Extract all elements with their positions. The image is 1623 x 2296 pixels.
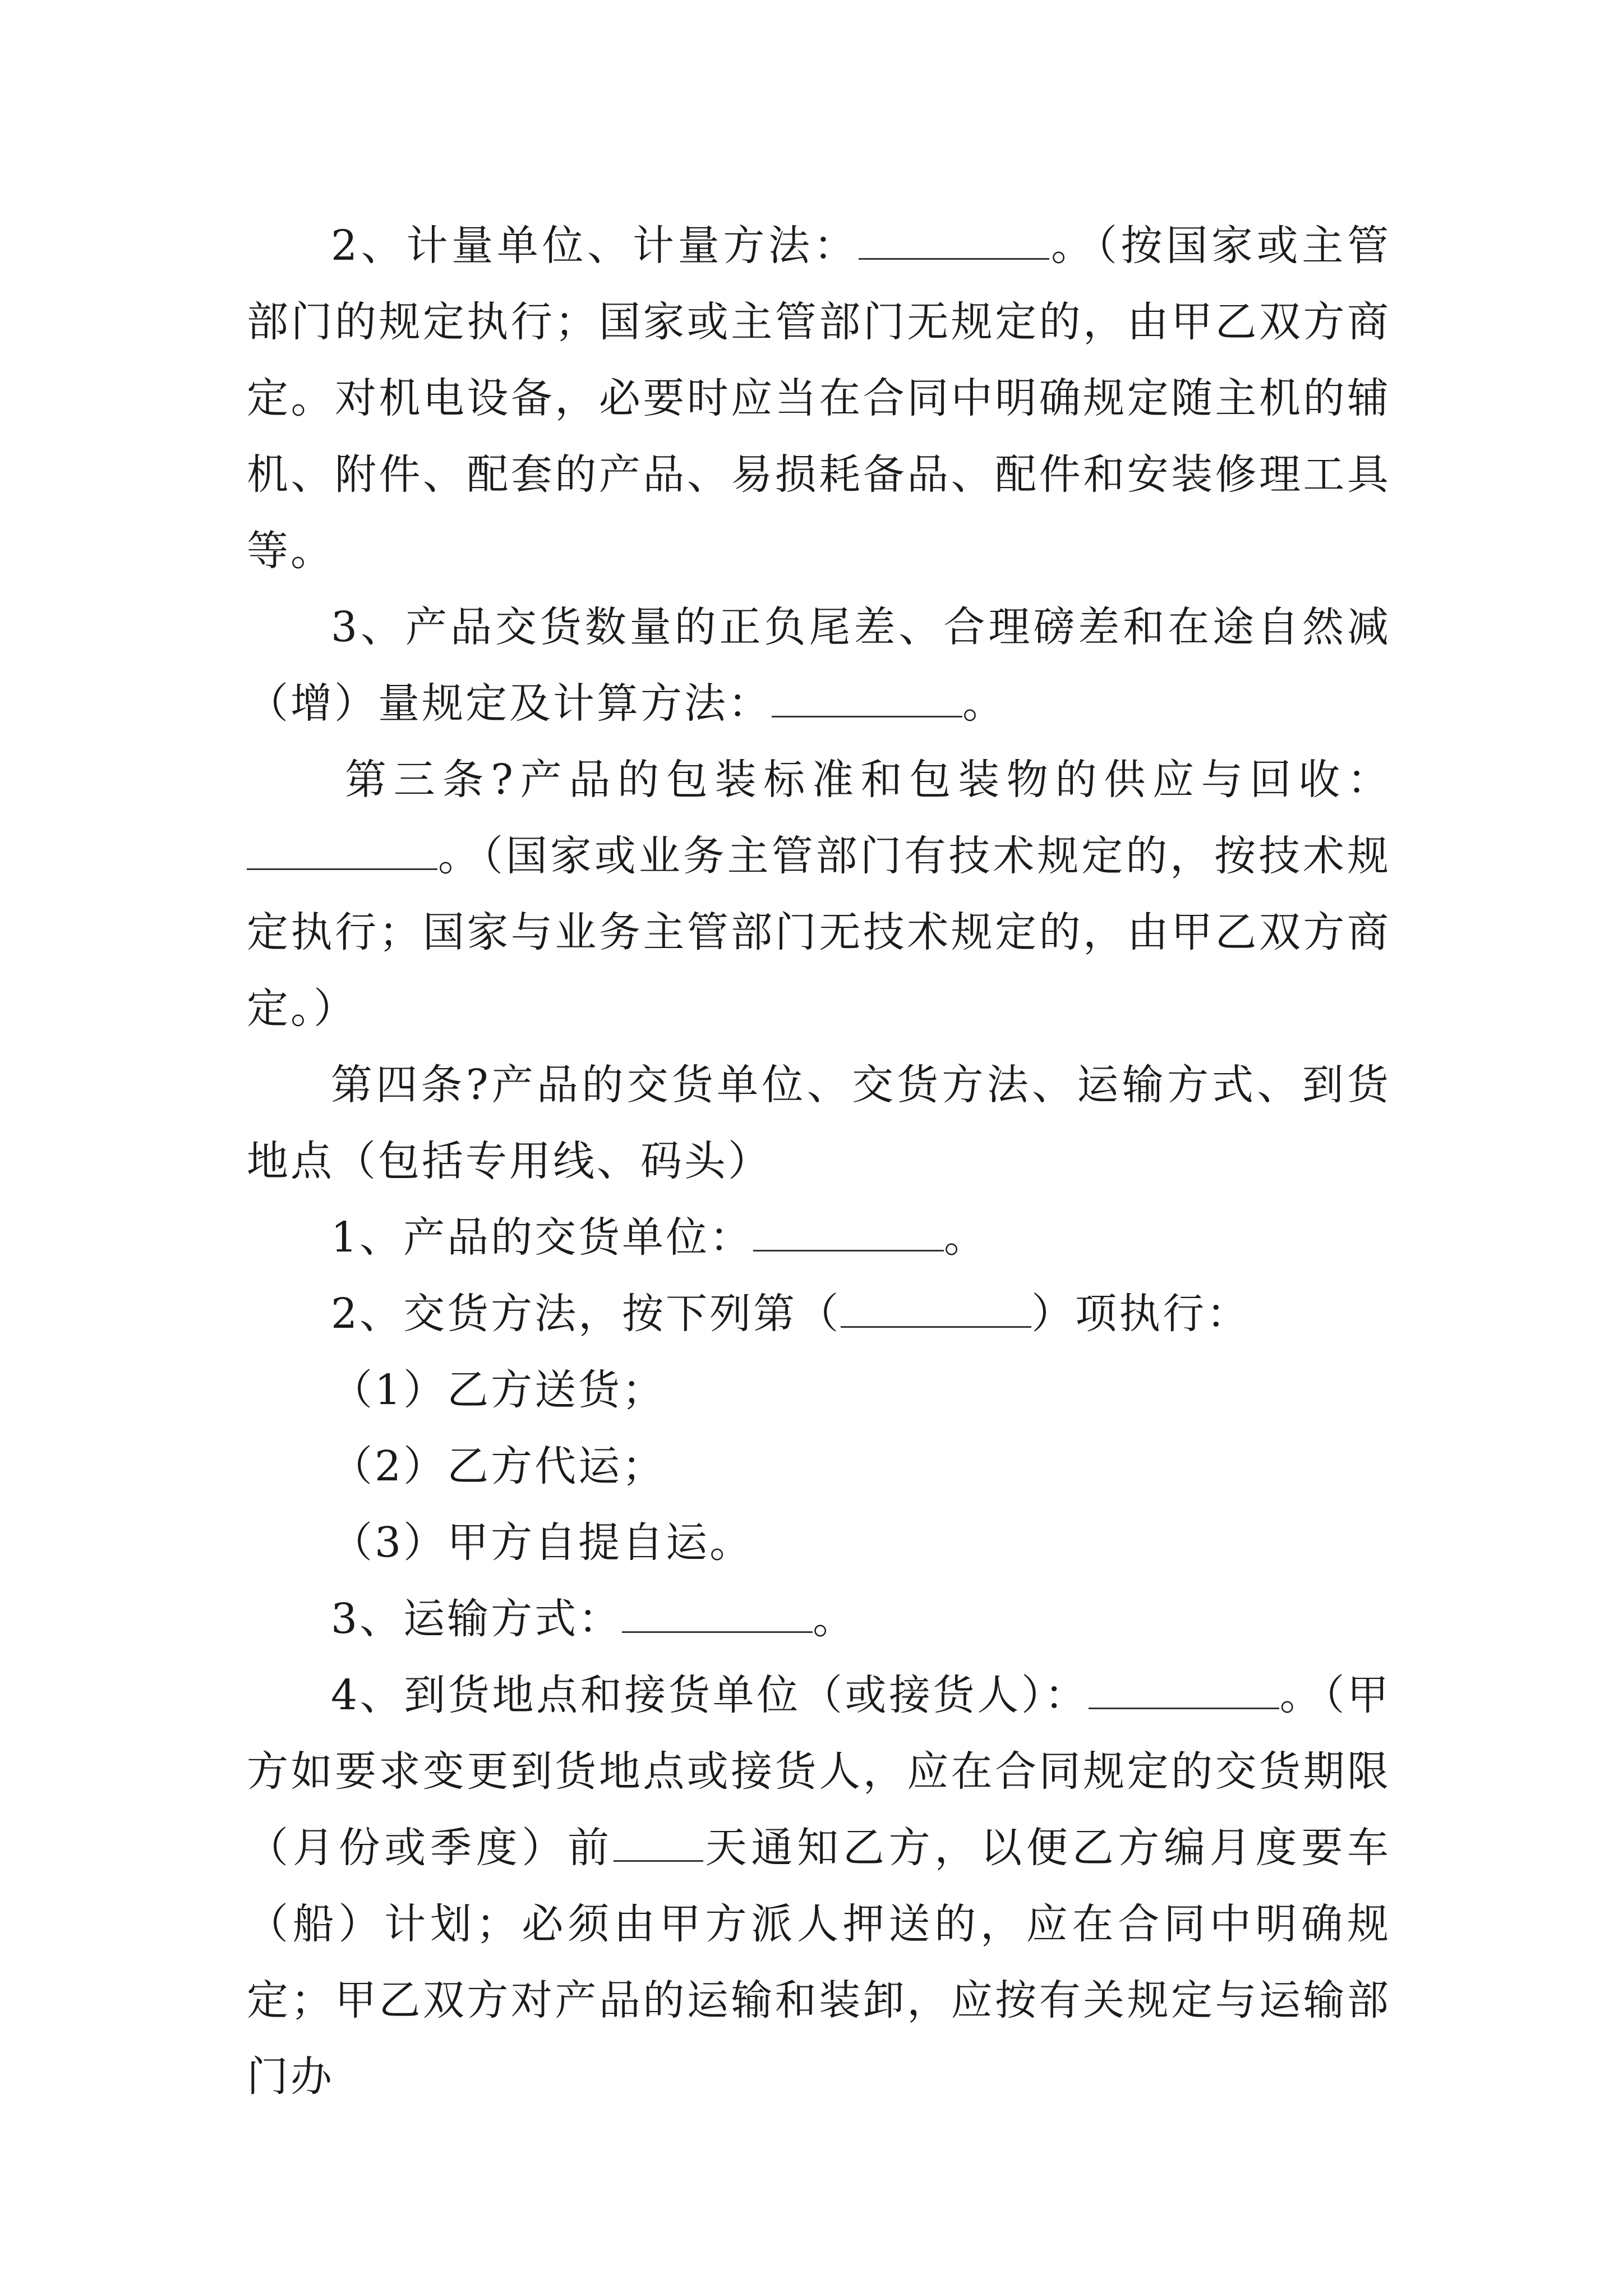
- text-segment: 天通知乙方，以便乙方编月度要车（船）计划；必须由甲方派人押送的，应在合同中明确规定；甲乙双方对产品的运输和装卸，应按有关规定与运输部门办: [247, 1824, 1391, 2101]
- text-segment: 第三条?产品的包装标准和包装物的供应与回收：: [345, 756, 1391, 804]
- text-segment: 3、产品交货数量的正负尾差、合理磅差和在途自然减（增）量规定及计算方法：: [247, 603, 1391, 728]
- list-item-option-2: [247, 1428, 1391, 1504]
- paragraph-transport-mode: [247, 1581, 1391, 1657]
- text-segment: 。（国家或业务主管部门有技术规定的，按技术规定执行；国家与业务主管部门无技术规定的，由甲乙双方商定。）: [247, 832, 1391, 1033]
- paragraph-arrival-location: [247, 1657, 1391, 2115]
- text-segment: 。（按国家或主管部门的规定执行；国家或主管部门无规定的，由甲乙双方商定。对机电设备，必要时应当在合同中明确规定随主机的辅机、附件、配套的产品、易损耗备品、配件和安装修理工具等。: [247, 222, 1391, 575]
- fill-in-blank[interactable]: [753, 1215, 944, 1251]
- paragraph-article-four: [247, 1047, 1391, 1199]
- text-segment: 。: [962, 679, 1006, 728]
- fill-in-blank[interactable]: [841, 1291, 1031, 1328]
- paragraph-article-three: [247, 742, 1391, 1047]
- text-segment: 。: [813, 1595, 857, 1643]
- text-segment: 。: [944, 1213, 988, 1262]
- document-body: [247, 208, 1391, 2115]
- paragraph-delivery-unit: [247, 1199, 1391, 1276]
- list-item-option-1: [247, 1352, 1391, 1428]
- fill-in-blank[interactable]: [622, 1596, 813, 1633]
- text-segment: （2）乙方代运；: [331, 1442, 666, 1490]
- text-segment: （3）甲方自提自运。: [331, 1519, 754, 1567]
- fill-in-blank[interactable]: [247, 834, 437, 870]
- text-segment: 2、交货方法，按下列第（: [331, 1290, 841, 1338]
- text-segment: 第四条?产品的交货单位、交货方法、运输方式、到货地点（包括专用线、码头）: [247, 1061, 1391, 1185]
- fill-in-blank[interactable]: [1089, 1673, 1279, 1709]
- text-segment: 4、到货地点和接货单位（或接货人）：: [331, 1671, 1089, 1719]
- text-segment: 1、产品的交货单位：: [331, 1213, 754, 1262]
- fill-in-blank[interactable]: [859, 223, 1049, 260]
- fill-in-blank-days[interactable]: [614, 1825, 703, 1862]
- paragraph-measurement-unit: [247, 208, 1391, 589]
- text-segment: 。（甲方如要求变更到货地点或接货人，应在合同规定的交货期限（月份或季度）前: [247, 1671, 1391, 1872]
- list-item-option-3: [247, 1504, 1391, 1581]
- text-segment: （1）乙方送货；: [331, 1366, 666, 1414]
- text-segment: ）项执行：: [1031, 1290, 1251, 1338]
- text-segment: 3、运输方式：: [331, 1595, 623, 1643]
- paragraph-delivery-method: [247, 1276, 1391, 1352]
- fill-in-blank[interactable]: [772, 681, 962, 717]
- paragraph-quantity-tolerance: [247, 589, 1391, 742]
- text-segment: 2、计量单位、计量方法：: [331, 222, 859, 270]
